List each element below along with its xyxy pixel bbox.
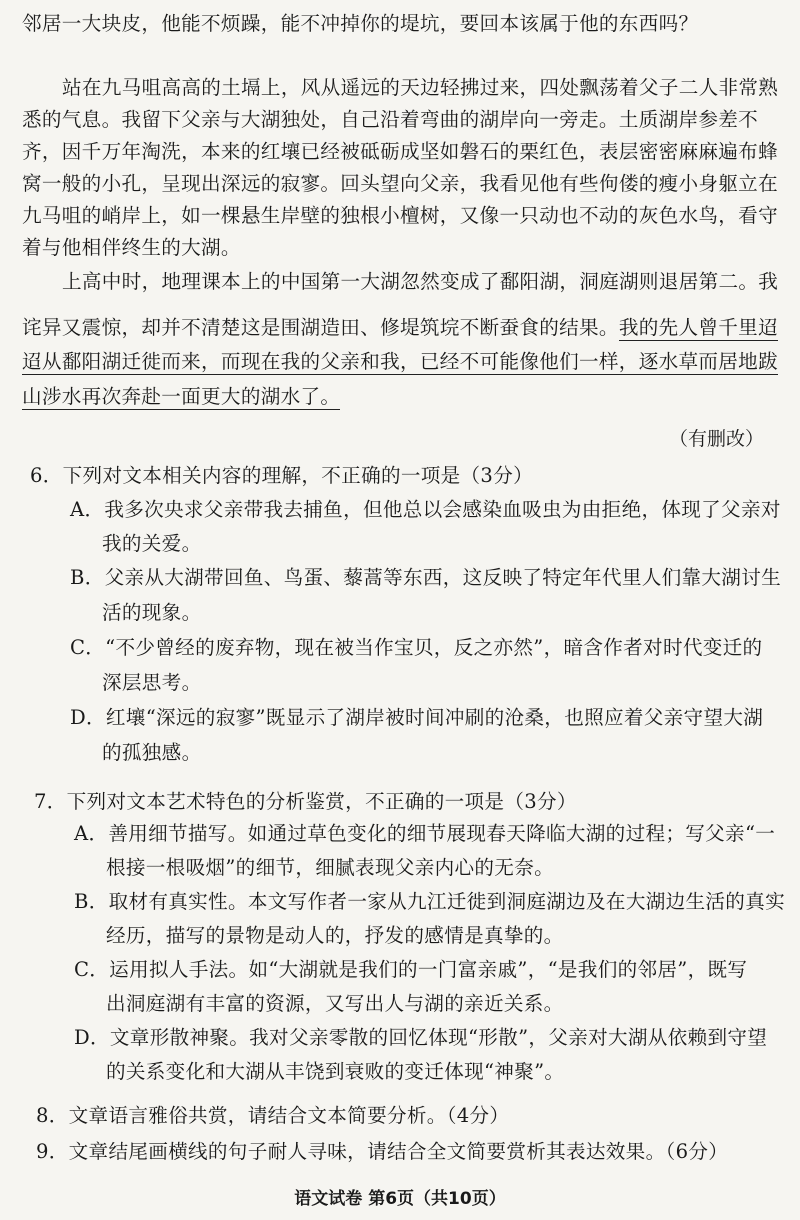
option-line: 根接一根吸烟”的细节，细腻表现父亲内心的无奈。: [106, 856, 554, 879]
passage-line: 着与他相伴终生的大湖。: [22, 236, 241, 259]
passage-line: 九马咀的峭岸上，如一棵悬生岸壁的独根小檀树，又像一只动也不动的灰色水鸟，看守: [22, 204, 778, 227]
option-line: D．文章形散神聚。我对父亲零散的回忆体现“形散”，父亲对大湖从依赖到守望: [74, 1026, 768, 1049]
passage-line: 邻居一大块皮，他能不烦躁，能不冲掉你的堤坑，要回本该属于他的东西吗？: [22, 12, 699, 35]
page-footer: 语文试卷 第6页（共10页）: [294, 1189, 506, 1209]
passage-text: 诧异又震惊，却并不清楚这是围湖造田、修堤筑垸不断蚕食的结果。: [22, 316, 619, 339]
option-line: 出洞庭湖有丰富的资源，又写出人与湖的亲近关系。: [106, 992, 564, 1015]
passage-line: 站在九马咀高高的土塥上，风从遥远的天边轻拂过来，四处飘荡着父子二人非常熟: [62, 76, 779, 99]
underlined-sentence: 迢从鄱阳湖迁徙而来，而现在我的父亲和我，已经不可能像他们一样，逐水草而居地跋: [22, 350, 778, 373]
source-note: （有删改）: [668, 428, 764, 450]
question-stem: 9．文章结尾画横线的句子耐人寻味，请结合全文简要赏析其表达效果。（6分）: [36, 1140, 729, 1163]
passage-line: 齐，因千万年淘洗，本来的红壤已经被砥砺成坚如磐石的栗红色，表层密密麻麻遍布蜂: [22, 140, 778, 163]
option-line: 我的关爱。: [102, 532, 202, 555]
option-line: 经历，描写的景物是动人的，抒发的感情是真挚的。: [106, 924, 564, 947]
question-stem: 8．文章语言雅俗共赏，请结合文本简要分析。（4分）: [36, 1104, 510, 1127]
underlined-sentence: 我的先人曾千里迢: [618, 316, 778, 339]
option-line: B．取材有真实性。本文写作者一家从九江迁徙到洞庭湖边及在大湖边生活的真实: [74, 890, 785, 913]
underlined-sentence: 山涉水再次奔赴一面更大的湖水了。: [22, 385, 341, 408]
option-line: 深层思考。: [102, 671, 202, 694]
option-line: 活的现象。: [102, 601, 202, 624]
option-line: D．红壤“深远的寂寥”既显示了湖岸被时间冲刷的沧桑，也照应着父亲守望大湖: [70, 706, 764, 729]
option-line: C．“不少曾经的废弃物，现在被当作宝贝，反之亦然”，暗含作者对时代变迁的: [70, 636, 763, 659]
question-stem: 6．下列对文本相关内容的理解，不正确的一项是（3分）: [30, 464, 533, 487]
passage-line: [22, 350, 778, 374]
passage-line: [22, 316, 778, 340]
option-line: 的关系变化和大湖从丰饶到衰败的变迁体现“神聚”。: [106, 1060, 565, 1083]
passage-line: 上高中时，地理课本上的中国第一大湖忽然变成了鄱阳湖，洞庭湖则退居第二。我: [62, 270, 779, 293]
passage-line: 悉的气息。我留下父亲与大湖独处，自己沿着弯曲的湖岸向一旁走。土质湖岸参差不: [22, 108, 759, 131]
option-line: C．运用拟人手法。如“大湖就是我们的一门富亲戚”，“是我们的邻居”，既写: [74, 958, 748, 981]
option-line: A．善用细节描写。如通过草色变化的细节展现春天降临大湖的过程；写父亲“一: [74, 822, 776, 845]
option-line: B．父亲从大湖带回鱼、鸟蛋、藜蒿等东西，这反映了特定年代里人们靠大湖讨生: [70, 566, 781, 589]
option-line: 的孤独感。: [102, 741, 202, 764]
passage-line: 窝一般的小孔，呈现出深远的寂寥。回头望向父亲，我看见他有些佝偻的瘦小身躯立在: [22, 172, 778, 195]
passage-line: [22, 385, 340, 409]
question-stem: 7．下列对文本艺术特色的分析鉴赏，不正确的一项是（3分）: [34, 790, 577, 813]
option-line: A．我多次央求父亲带我去捕鱼，但他总以会感染血吸虫为由拒绝，体现了父亲对: [70, 498, 781, 521]
